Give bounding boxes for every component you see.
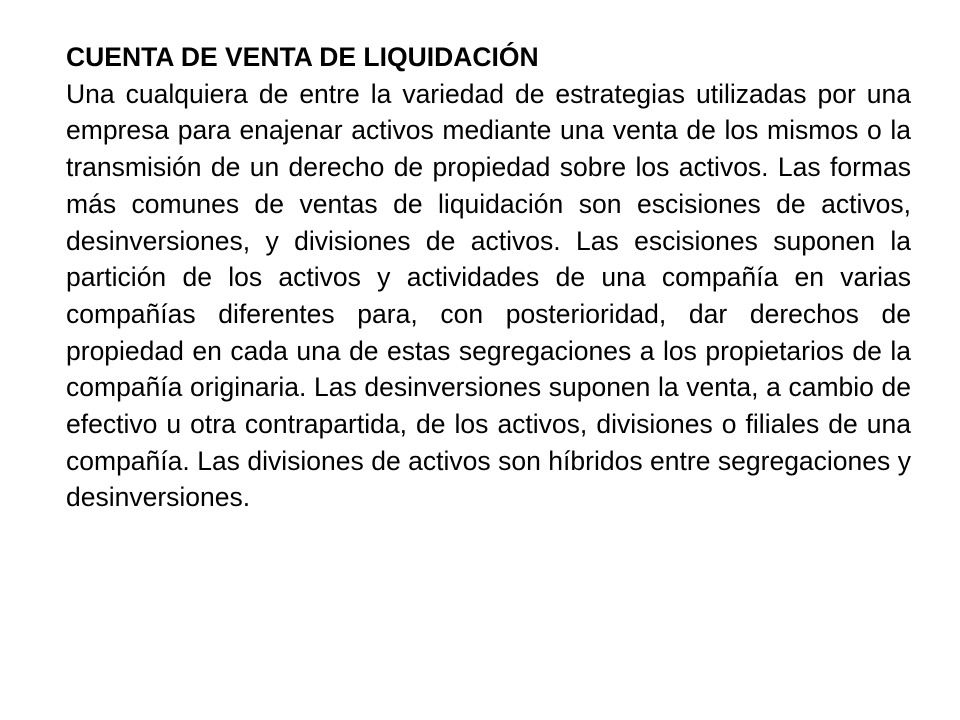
slide-body-paragraph: Una cualquiera de entre la variedad de estrategias utilizadas por una empresa para enajenar activos mediante una venta de los mismos o la transmisión de un derecho de propiedad sobre los activos. Las formas más comunes de ventas de liquidación son escisiones de activos, desinversiones, y divisiones de activos. Las escisiones suponen la partición de los activos y actividades de una compañía en varias compañías diferentes para, con posterioridad, dar derechos de propiedad en cada una de estas segregaciones a los propietarios de la compañía originaria. Las desinversiones suponen la venta, a cambio de efectivo u otra contrapartida, de los activos, divisiones o filiales de una compañía. Las divisiones de activos son híbridos entre segregaciones y desinversiones.: [66, 78, 911, 513]
slide-title: CUENTA DE VENTA DE LIQUIDACIÓN: [66, 42, 539, 72]
content-text-block: [66, 39, 911, 516]
